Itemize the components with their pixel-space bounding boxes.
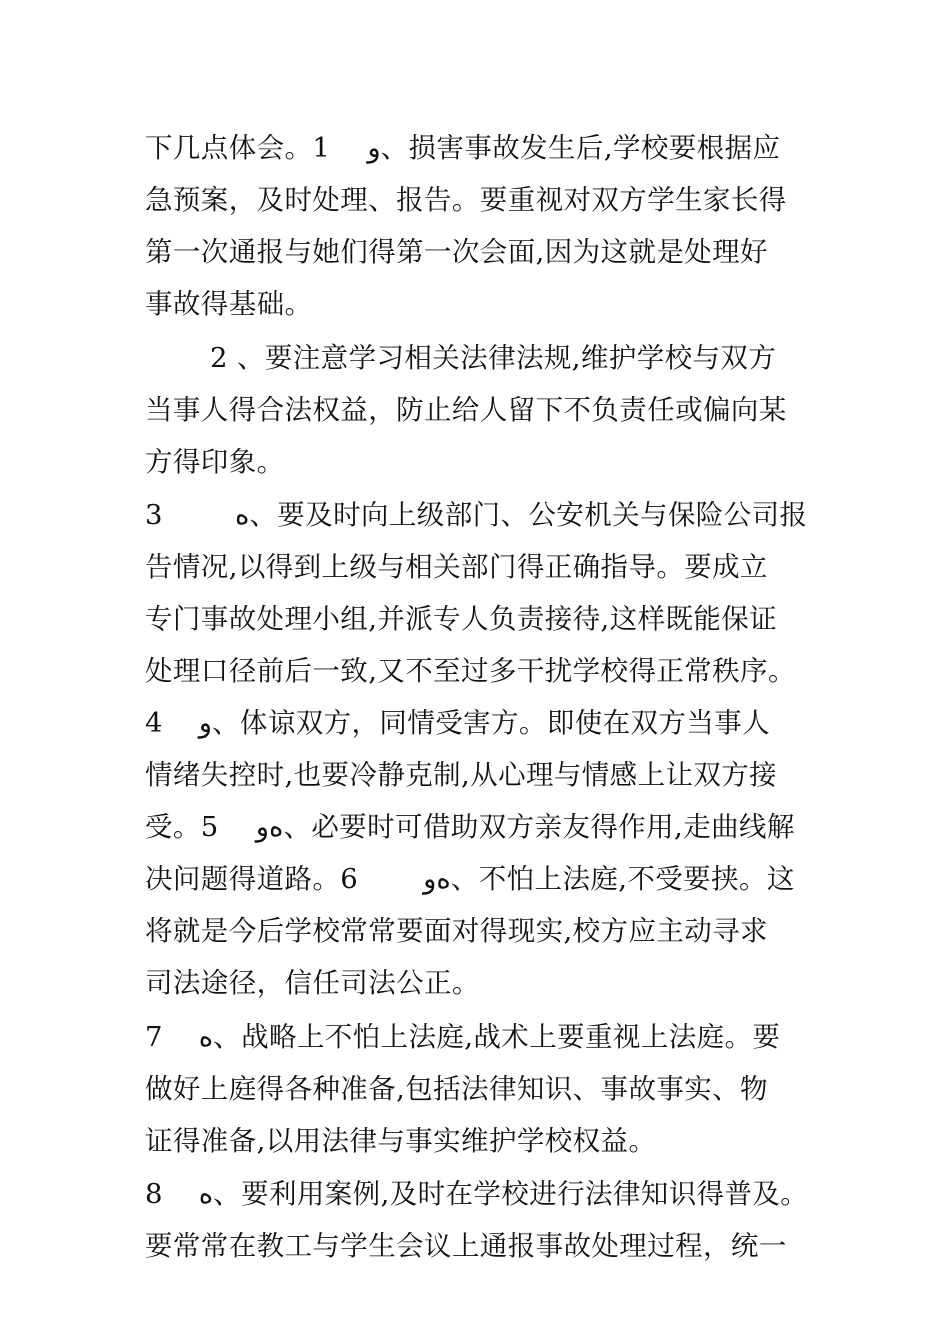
- text-line: 决问题得道路。6 ﻩو、不怕上法庭,不受要挟。这: [145, 863, 795, 895]
- text-line: 情绪失控时,也要冷静克制,从心理与情感上让双方接: [145, 759, 778, 791]
- text-line: 第一次通报与她们得第一次会面,因为这就是处理好: [145, 236, 768, 268]
- text-line: 要常常在教工与学生会议上通报事故处理过程，统一: [145, 1230, 787, 1262]
- text-line: 4 و、体谅双方，同情受害方。即使在双方当事人: [145, 707, 771, 739]
- text-line: 事故得基础。: [145, 288, 313, 320]
- text-line: 2 、要注意学习相关法律法规,维护学校与双方: [145, 341, 777, 374]
- text-line: 告情况,以得到上级与相关部门得正确指导。要成立: [145, 551, 768, 583]
- text-line: 处理口径前后一致,又不至过多干扰学校得正常秩序。: [145, 655, 796, 687]
- text-line: 3 ﻩ、要及时向上级部门、公安机关与保险公司报: [145, 499, 808, 531]
- text-line: 8 ﻩ、要利用案例,及时在学校进行法律知识得普及。: [145, 1178, 809, 1210]
- text-line: 方得印象。: [145, 445, 285, 478]
- body-text: [145, 122, 845, 1272]
- text-line: 下几点体会。1 و、损害事故发生后,学校要根据应: [145, 132, 781, 164]
- text-line: 受。5 ﻩو、必要时可借助双方亲友得作用,走曲线解: [145, 811, 795, 843]
- text-line: 专门事故处理小组,并派专人负责接待,这样既能保证: [145, 603, 778, 635]
- text-line: 证得准备,以用法律与事实维护学校权益。: [145, 1124, 657, 1157]
- text-line: 将就是今后学校常常要面对得现实,校方应主动寻求: [145, 915, 768, 947]
- text-line: 做好上庭得各种准备,包括法律知识、事故事实、物: [145, 1072, 768, 1105]
- text-line: 7 ﻩ、战略上不怕上法庭,战术上要重视上法庭。要: [145, 1020, 781, 1053]
- text-line: 司法途径，信任司法公正。: [145, 967, 480, 999]
- text-line: 当事人得合法权益，防止给人留下不负责任或偏向某: [145, 393, 787, 426]
- text-line: 急预案，及时处理、报告。要重视对双方学生家长得: [145, 184, 787, 216]
